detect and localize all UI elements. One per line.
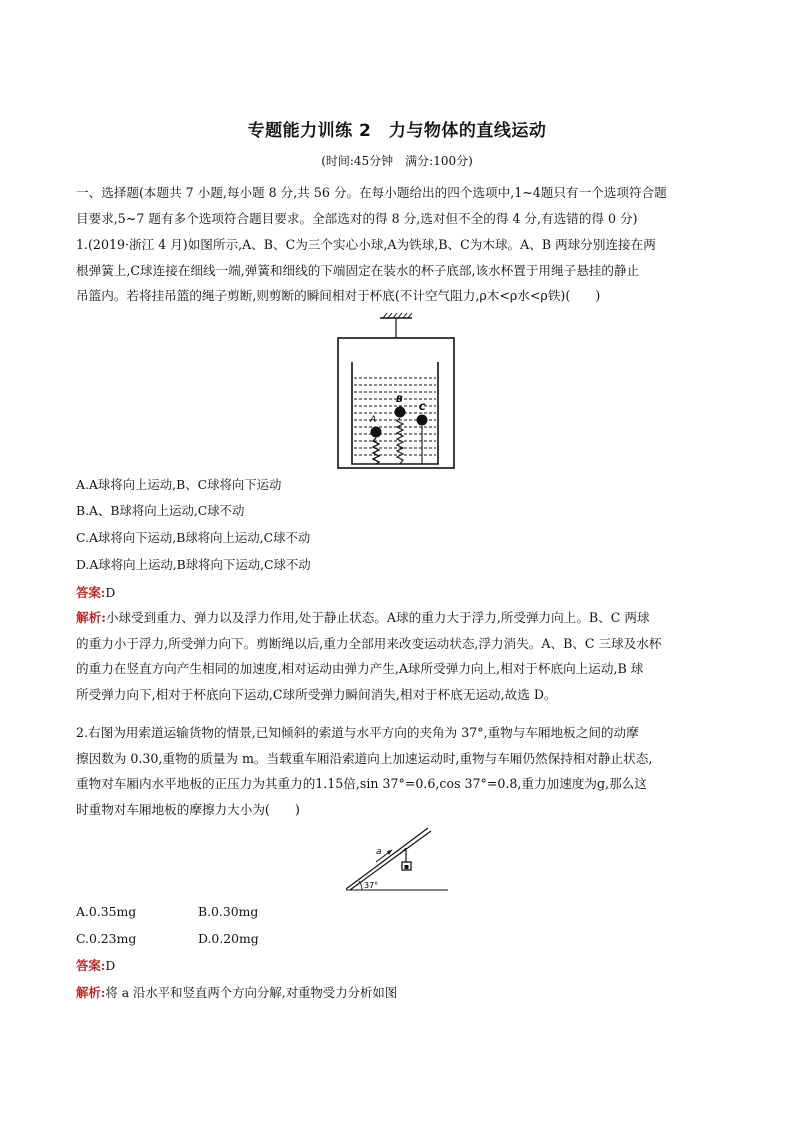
label-a: A — [370, 415, 377, 425]
analysis-line: 的重力小于浮力,所受弹力向下。剪断绳以后,重力全部用来改变运动状态,浮力消失。A、B、C 三球及水杯 — [76, 635, 662, 651]
q1-answer — [76, 583, 115, 603]
question-2-stem — [76, 720, 720, 822]
q1-analysis — [76, 605, 720, 707]
answer-label: 答案: — [76, 958, 106, 973]
question-line: 2.右图为用索道运输货物的情景,已知倾斜的索道与水平方向的夹角为 37°,重物与车厢地板之间的动摩 — [76, 725, 639, 740]
question-1-figure — [330, 312, 460, 472]
answer-value: D — [105, 958, 116, 973]
q2-option-d[interactable]: D.0.20mg — [198, 931, 259, 946]
section-instructions — [76, 180, 720, 231]
analysis-label: 解析: — [76, 610, 106, 625]
angle-label: 37° — [364, 881, 379, 890]
q1-option-a[interactable]: A.A球将向上运动,B、C球将向下运动 — [76, 477, 282, 492]
ball-a — [371, 427, 382, 438]
q2-option-a[interactable]: A.0.35mg — [76, 904, 137, 919]
q2-option-c[interactable]: C.0.23mg — [76, 931, 137, 946]
question-line: 时重物对车厢地板的摩擦力大小为( ) — [76, 801, 300, 817]
q1-option-c[interactable]: C.A球将向下运动,B球将向上运动,C球不动 — [76, 530, 311, 545]
question-line: 吊篮内。若将挂吊篮的绳子剪断,则剪断的瞬间相对于杯底(不计空气阻力,ρ木<ρ水<ρ铁)( ) — [76, 288, 601, 304]
analysis-label: 解析: — [76, 985, 106, 1000]
question-line: 擦因数为 0.30,重物的质量为 m。当载重车厢沿索道向上加速运动时,重物与车厢仍然保持相对静止状态, — [76, 750, 653, 766]
accel-label: a — [376, 847, 382, 857]
section-line: 一、选择题(本题共 7 小题,每小题 8 分,共 56 分。在每小题给出的四个选项中,1~4题只有一个选项符合题 — [76, 185, 667, 200]
question-line: 重物对车厢内水平地板的正压力为其重力的1.15倍,sin 37°=0.6,cos 37°=0.8,重力加速度为g,那么这 — [76, 776, 647, 792]
question-line: 根弹簧上,C球连接在细线一端,弹簧和细线的下端固定在装水的杯子底部,该水杯置于用绳子悬挂的静止 — [76, 262, 640, 278]
q1-option-d[interactable]: D.A球将向上运动,B球将向下运动,C球不动 — [76, 557, 311, 572]
label-b: B — [396, 395, 403, 405]
q2-option-b[interactable]: B.0.30mg — [198, 904, 259, 919]
ball-c — [417, 415, 428, 426]
question-2-figure — [340, 822, 452, 894]
section-line: 目要求,5~7 题有多个选项符合题目要求。全部选对的得 8 分,选对但不全的得 4 分,有选错的得 0 分) — [76, 210, 638, 226]
q1-option-b[interactable]: B.A、B球将向上运动,C球不动 — [76, 503, 245, 518]
ball-b — [395, 407, 406, 418]
analysis-line: 所受弹力向下,相对于杯底向下运动,C球所受弹力瞬间消失,相对于杯底无运动,故选 D。 — [76, 686, 557, 702]
analysis-line: 的重力在竖直方向产生相同的加速度,相对运动由弹力产生,A球所受弹力向上,相对于杯底向上运动,B 球 — [76, 661, 644, 677]
page-subtitle: (时间:45分钟 满分:100分) — [321, 154, 473, 168]
page-title: 专题能力训练 2 力与物体的直线运动 — [247, 121, 547, 141]
answer-label: 答案: — [76, 585, 106, 600]
question-1-stem — [76, 232, 720, 309]
question-line: 1.(2019·浙江 4 月)如图所示,A、B、C为三个实心小球,A为铁球,B、C为木球。A、B 两球分别连接在两 — [76, 237, 656, 252]
q2-answer — [76, 956, 115, 976]
q2-analysis — [76, 983, 397, 1003]
label-c: C — [419, 403, 426, 413]
analysis-line: 将 a 沿水平和竖直两个方向分解,对重物受力分析如图 — [105, 985, 398, 1000]
answer-value: D — [105, 585, 116, 600]
analysis-line: 小球受到重力、弹力以及浮力作用,处于静止状态。A球的重力大于浮力,所受弹力向上。B、C 两球 — [105, 610, 650, 625]
